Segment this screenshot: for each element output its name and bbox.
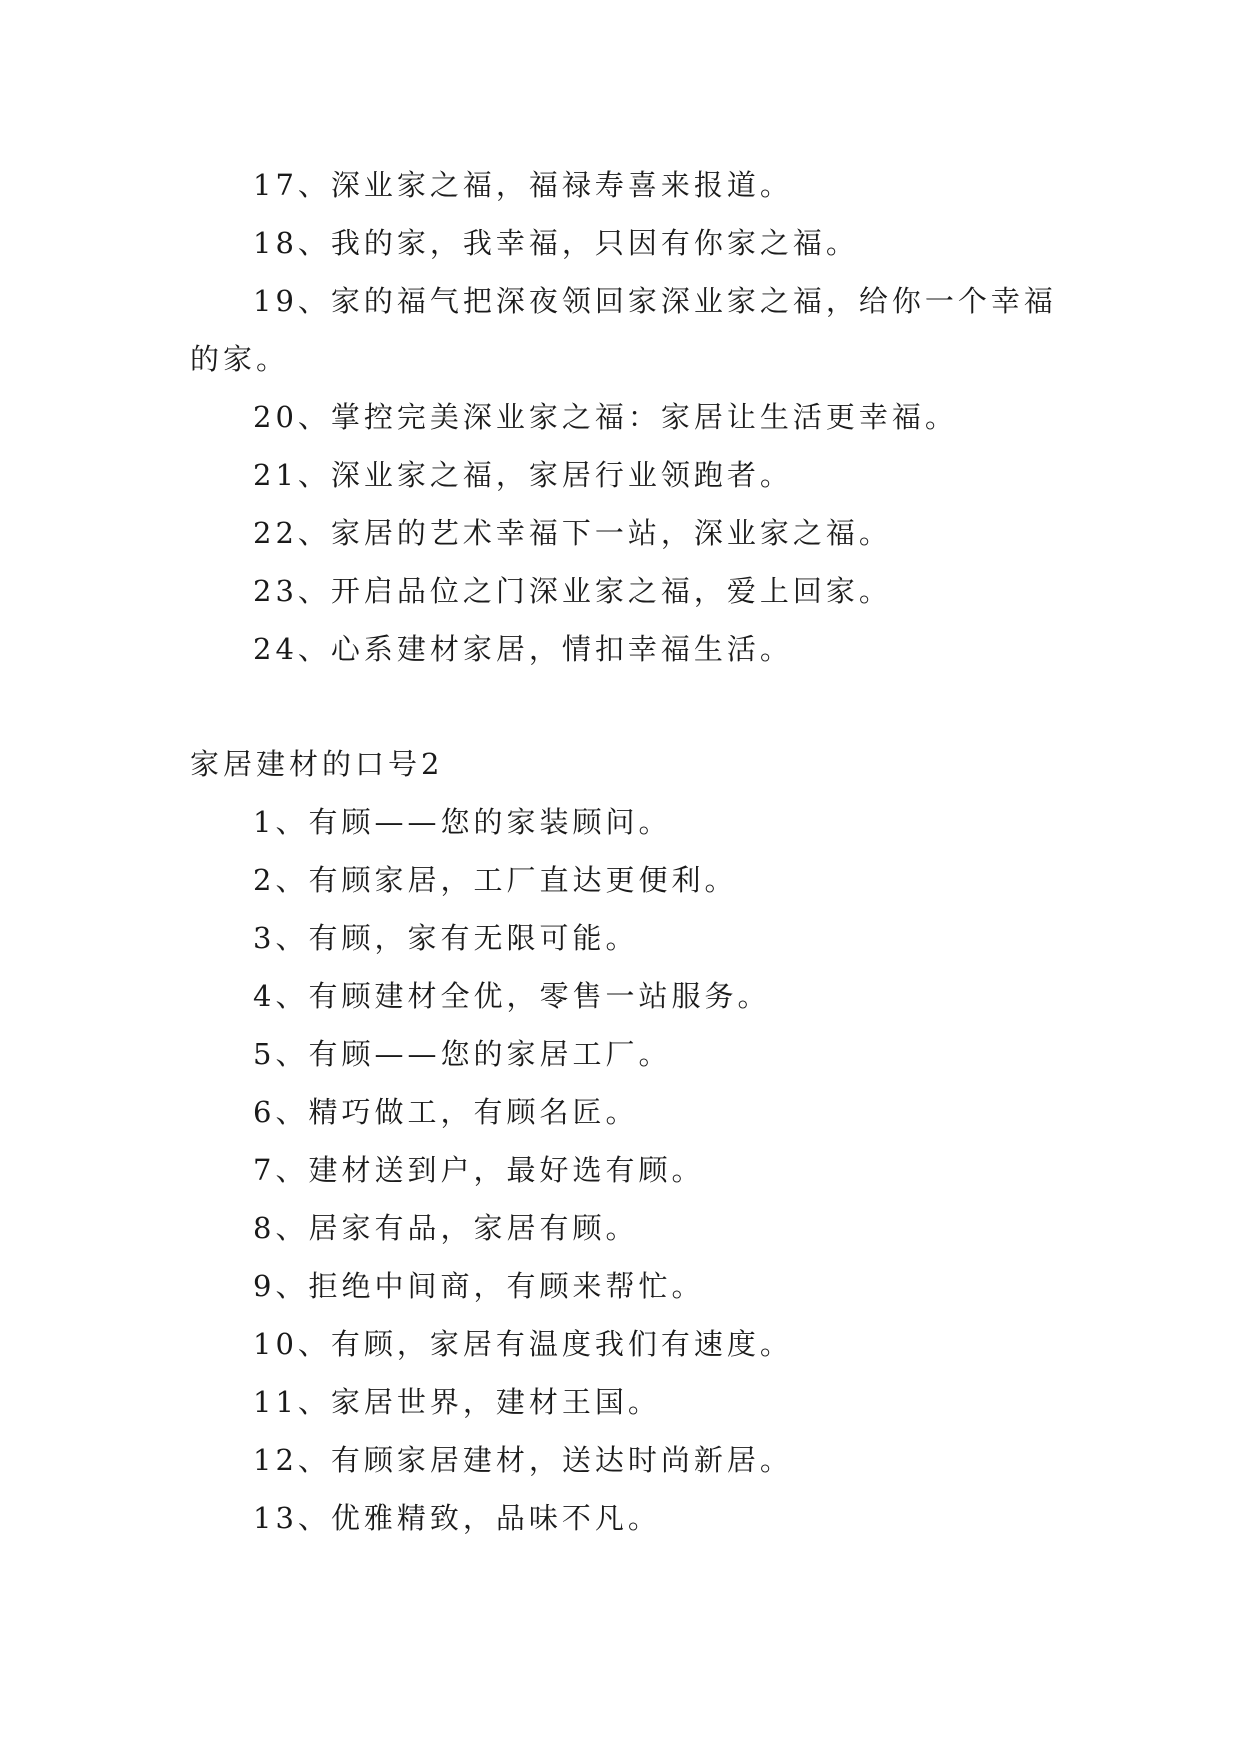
slogan-item-19: 19、家的福气把深夜领回家深业家之福，给你一个幸福的家。 — [190, 284, 1057, 376]
slogan-item-4: 4、有顾建材全优，零售一站服务。 — [253, 979, 771, 1013]
slogan-item-21: 21、深业家之福，家居行业领跑者。 — [253, 458, 793, 492]
slogan-item-17: 17、深业家之福，福禄寿喜来报道。 — [253, 168, 793, 202]
slogan-item-6: 6、精巧做工，有顾名匠。 — [253, 1095, 639, 1129]
slogan-item-3: 3、有顾，家有无限可能。 — [253, 921, 639, 955]
slogan-item-11: 11、家居世界，建材王国。 — [253, 1385, 661, 1419]
slogan-item-23: 23、开启品位之门深业家之福，爱上回家。 — [253, 574, 892, 608]
slogan-item-2: 2、有顾家居，工厂直达更便利。 — [253, 863, 738, 897]
slogan-item-12: 12、有顾家居建材，送达时尚新居。 — [253, 1443, 793, 1477]
slogan-section-2 — [190, 735, 1070, 1547]
slogan-item-24: 24、心系建材家居，情扣幸福生活。 — [253, 632, 793, 666]
slogan-item-5: 5、有顾——您的家居工厂。 — [253, 1037, 672, 1071]
slogan-item-10: 10、有顾，家居有温度我们有速度。 — [253, 1327, 793, 1361]
slogan-list-continued — [190, 156, 1070, 678]
slogan-item-1: 1、有顾——您的家装顾问。 — [253, 805, 672, 839]
slogan-item-13: 13、优雅精致，品味不凡。 — [253, 1501, 661, 1535]
slogan-item-22: 22、家居的艺术幸福下一站，深业家之福。 — [253, 516, 892, 550]
slogan-item-8: 8、居家有品，家居有顾。 — [253, 1211, 639, 1245]
slogan-item-20: 20、掌控完美深业家之福：家居让生活更幸福。 — [253, 400, 958, 434]
slogan-item-9: 9、拒绝中间商，有顾来帮忙。 — [253, 1269, 705, 1303]
slogan-item-7: 7、建材送到户，最好选有顾。 — [253, 1153, 705, 1187]
slogan-item-18: 18、我的家，我幸福，只因有你家之福。 — [253, 226, 859, 260]
section-heading: 家居建材的口号2 — [190, 747, 444, 781]
